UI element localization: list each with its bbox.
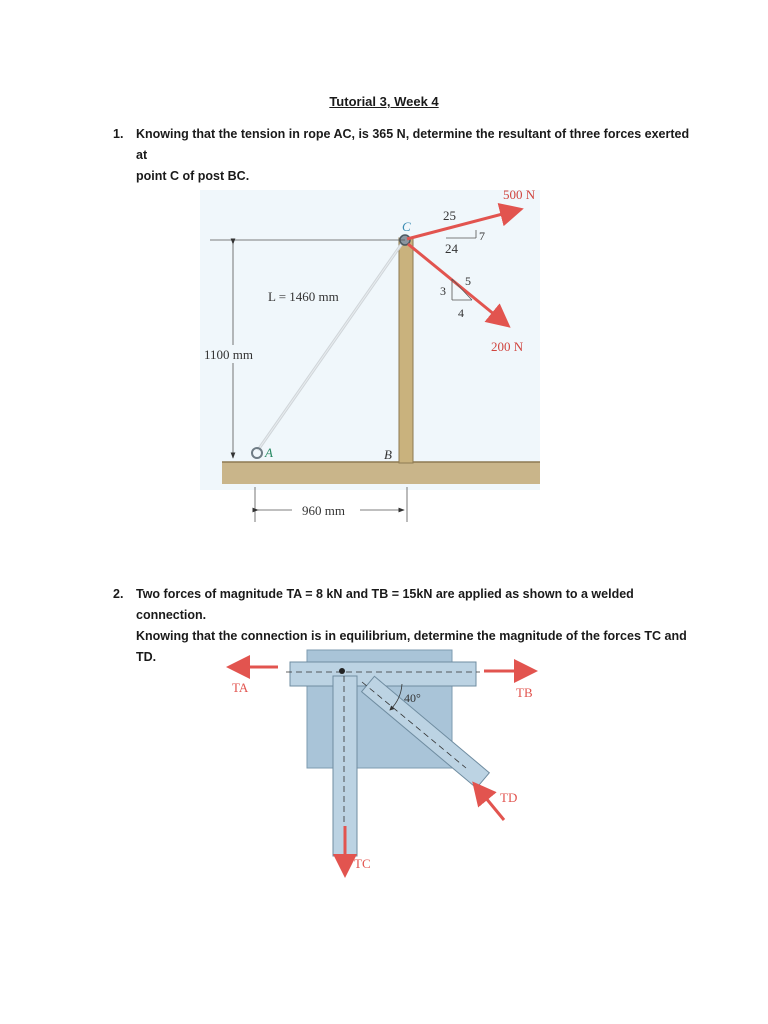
angle-label: 40° [404,691,421,705]
force-200n-label: 200 N [491,339,524,354]
slope-25: 25 [443,208,456,223]
ground [222,462,540,484]
slope-5: 5 [465,274,471,288]
page-title: Tutorial 3, Week 4 [329,94,439,109]
label-tc: TC [354,856,371,871]
question-number: 1. [113,127,124,141]
figure-post-rope [200,182,552,522]
rope-length-label: L = 1460 mm [268,289,339,304]
height-label: 1100 mm [204,347,253,362]
label-ta: TA [232,680,249,695]
question-text-line: Knowing that the connection is in equilibrium, determine the magnitude of the forces TC and TD. [136,629,687,664]
slope-4: 4 [458,306,464,320]
label-td: TD [500,790,518,805]
question-text-line: point C of post BC. [136,169,250,183]
point-a-label: A [265,445,273,460]
point-c-label: C [402,219,411,234]
post-bc [399,238,413,463]
figure-welded-connection [222,640,552,880]
figure-background [200,190,540,490]
base-label: 960 mm [302,503,345,518]
slope-3: 3 [440,284,446,298]
question-text-line: Knowing that the tension in rope AC, is 365 N, determine the resultant of three forces exerted at [136,127,690,162]
slope-7: 7 [479,229,485,243]
label-tb: TB [516,685,533,700]
question-number: 2. [113,587,124,601]
question-text-line: Two forces of magnitude TA = 8 kN and TB = 15kN are applied as shown to a welded connection. [136,587,634,622]
force-500n-label: 500 N [503,187,536,202]
horizontal-member [290,662,476,686]
slope-24: 24 [445,241,458,256]
point-b-label: B [384,447,392,462]
